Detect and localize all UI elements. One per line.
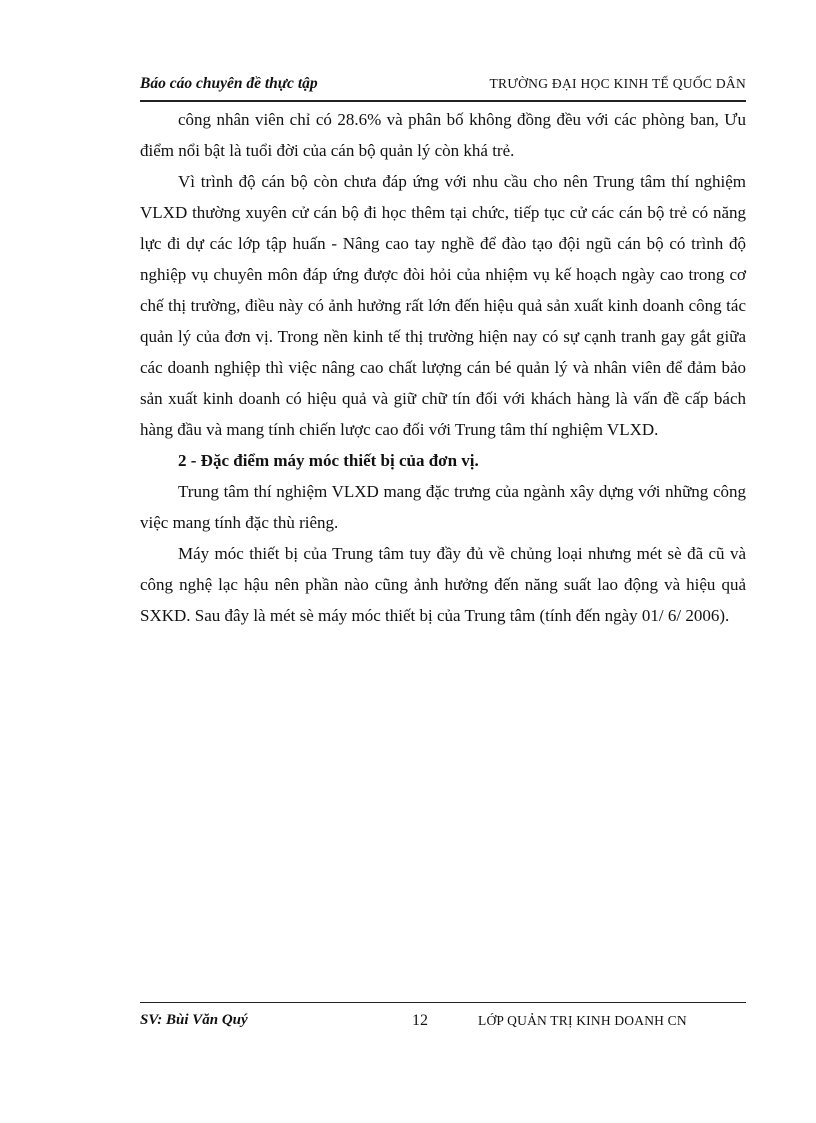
- section-heading: 2 - Đặc điểm máy móc thiết bị của đơn vị.: [178, 451, 479, 470]
- report-title: Báo cáo chuyên đề thực tập: [140, 75, 318, 92]
- page-header: [140, 74, 746, 102]
- paragraph-2: Vì trình độ cán bộ còn chưa đáp ứng với nhu cầu cho nên Trung tâm thí nghiệm VLXD thường xuyên cử cán bộ đi học thêm tại chức, tiếp tục cử các cán bộ trẻ có năng lực đi dự các lớp tập huấn - Nâng cao tay nghề để đào tạo đội ngũ cán bộ có trình độ nghiệp vụ chuyên môn đáp ứng được đòi hỏi của nhiệm vụ kế hoạch ngày cao trong cơ chế thị trường, điều này có ảnh hưởng rất lớn đến hiệu quả sản xuất kinh doanh công tác quản lý của đơn vị. Trong nền kinh tế thị trường hiện nay có sự cạnh tranh gay gắt giữa các doanh nghiệp thì việc nâng cao chất lượng cán bé quản lý và nhân viên để đảm bảo sản xuất kinh doanh có hiệu quả và giữ chữ tín đối với khách hàng là vấn đề cấp bách hàng đầu và mang tính chiến lược cao đối với Trung tâm thí nghiệm VLXD.: [140, 172, 746, 439]
- paragraph-1: công nhân viên chỉ có 28.6% và phân bố không đồng đều với các phòng ban, Ưu điểm nổi bật là tuổi đời của cán bộ quản lý còn khá trẻ.: [140, 110, 746, 160]
- page-footer: [140, 1002, 746, 1033]
- paragraph-3: Trung tâm thí nghiệm VLXD mang đặc trưng của ngành xây dựng với những công việc mang tính đặc thù riêng.: [140, 482, 746, 532]
- class-name: LỚP QUẢN TRỊ KINH DOANH CN: [478, 1013, 687, 1028]
- page-number: 12: [412, 1012, 428, 1029]
- paragraph-4: Máy móc thiết bị của Trung tâm tuy đầy đủ về chủng loại nhưng mét sè đã cũ và công nghệ lạc hậu nên phần nào cũng ảnh hưởng đến năng suất lao động và hiệu quả SXKD. Sau đây là mét sè máy móc thiết bị của Trung tâm (tính đến ngày 01/ 6/ 2006).: [140, 544, 746, 625]
- university-name: TRƯỜNG ĐẠI HỌC KINH TẾ QUỐC DÂN: [489, 76, 746, 91]
- student-name: SV: Bùi Văn Quý: [140, 1012, 248, 1028]
- document-body: [140, 104, 746, 631]
